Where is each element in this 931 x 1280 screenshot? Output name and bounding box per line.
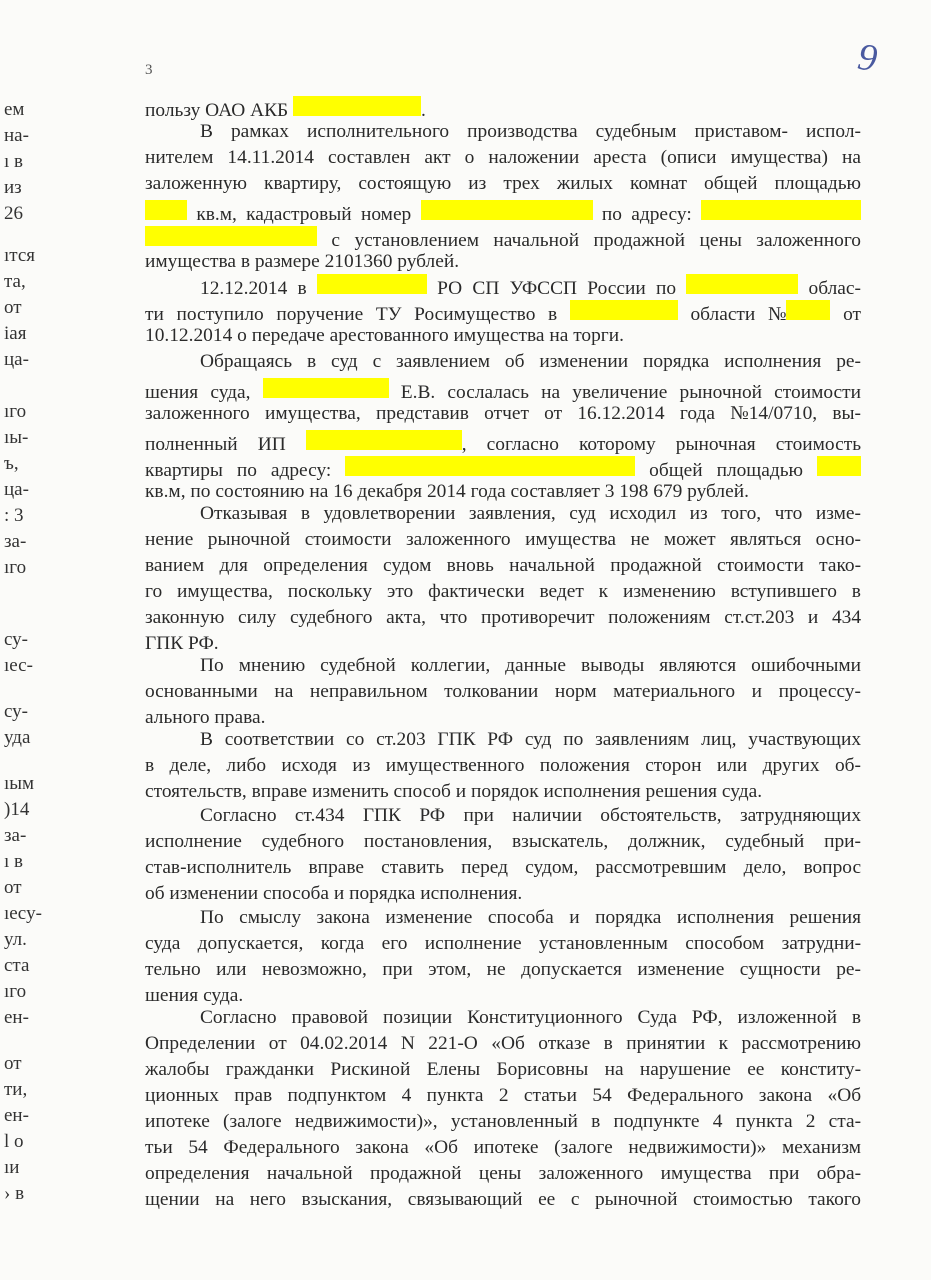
text-line: тьи 54 Федерального закона «Об ипотеке (залоге недвижимости)» механизм bbox=[145, 1137, 862, 1158]
redaction-highlight bbox=[145, 200, 187, 220]
margin-fragment: та, bbox=[4, 271, 26, 292]
text-line: В рамках исполнительного производства судебным приставом- испол- bbox=[200, 121, 861, 142]
text-line: заложенного имущества, представив отчет от 16.12.2014 года №14/0710, вы- bbox=[145, 403, 862, 424]
text-line: исполнение судебного постановления, взыскатель, должник, судебный при- bbox=[145, 831, 861, 852]
text-line: В соответствии со ст.203 ГПК РФ суд по заявлениям лиц, участвующих bbox=[200, 729, 862, 750]
text-line: жалобы гражданки Рискиной Елены Борисовны на нарушение ее конститу- bbox=[145, 1059, 862, 1080]
margin-fragment: от bbox=[4, 877, 22, 898]
margin-fragment: ца- bbox=[4, 349, 29, 370]
text-line: ционных прав подпунктом 4 пункта 2 статьи 54 Федерального закона «Об bbox=[145, 1085, 862, 1106]
margin-fragment: ıго bbox=[4, 557, 27, 578]
margin-fragment: ıес- bbox=[4, 655, 33, 676]
text-line: кв.м, по состоянию на 16 декабря 2014 года составляет 3 198 679 рублей. bbox=[145, 481, 749, 502]
handwritten-page-mark: 9 bbox=[855, 35, 880, 81]
text-line: с установлением начальной продажной цены заложенного bbox=[145, 226, 861, 250]
margin-fragment: за- bbox=[4, 825, 27, 846]
text-line: ального права. bbox=[145, 707, 266, 728]
margin-fragment: : 3 bbox=[4, 505, 24, 526]
margin-fragment: )14 bbox=[4, 799, 30, 820]
text-line: заложенную квартиру, состоящую из трех жилых комнат общей площадью bbox=[145, 173, 862, 194]
redaction-highlight bbox=[817, 456, 861, 476]
text-line: шения суда. bbox=[145, 985, 244, 1006]
text-line: Определении от 04.02.2014 N 221-О «Об отказе в принятии к рассмотрению bbox=[145, 1033, 861, 1054]
text-line: имущества в размере 2101360 рублей. bbox=[145, 251, 460, 272]
margin-fragment: ıго bbox=[4, 981, 27, 1002]
margin-fragment: ем bbox=[4, 99, 25, 120]
margin-fragment: су- bbox=[4, 629, 29, 650]
margin-fragment: ъ, bbox=[4, 453, 19, 474]
page-number: 3 bbox=[145, 62, 153, 78]
text-line: нителем 14.11.2014 составлен акт о наложении ареста (описи имущества) на bbox=[145, 147, 861, 168]
text-line: законную силу судебного акта, что противоречит положениям ст.ст.203 и 434 bbox=[145, 607, 862, 628]
redaction-highlight bbox=[701, 200, 861, 220]
text-line: в деле, либо исходя из имущественного положения сторон или других об- bbox=[145, 755, 861, 776]
margin-fragment: уда bbox=[4, 727, 31, 748]
margin-fragment: ı в bbox=[4, 151, 23, 172]
margin-fragment: от bbox=[4, 1053, 22, 1074]
text-line: 10.12.2014 о передаче арестованного имущества на торги. bbox=[145, 325, 624, 346]
margin-fragment: іая bbox=[4, 323, 27, 344]
redaction-highlight bbox=[317, 274, 427, 294]
redaction-highlight bbox=[263, 378, 389, 398]
text-line: ти поступило поручение ТУ Росимущество в области № от bbox=[145, 300, 861, 324]
margin-fragment: су- bbox=[4, 701, 29, 722]
redaction-highlight bbox=[570, 300, 678, 320]
margin-fragment: 26 bbox=[4, 203, 23, 224]
margin-fragment: от bbox=[4, 297, 22, 318]
text-line: определения начальной продажной цены заложенного имущества при обра- bbox=[145, 1163, 862, 1184]
redaction-highlight bbox=[306, 430, 462, 450]
redaction-highlight bbox=[293, 96, 421, 116]
margin-fragment: ıго bbox=[4, 401, 27, 422]
redaction-highlight bbox=[421, 200, 593, 220]
text-line: 12.12.2014 в РО СП УФССП России по облас- bbox=[200, 274, 861, 298]
text-line: основанными на неправильном толковании норм материального и процессу- bbox=[145, 681, 861, 702]
text-line: Согласно ст.434 ГПК РФ при наличии обстоятельств, затрудняющих bbox=[200, 805, 862, 826]
text-line: шения суда, Е.В. сослалась на увеличение рыночной стоимости bbox=[145, 378, 861, 402]
margin-fragment: из bbox=[4, 177, 22, 198]
margin-fragment: ен- bbox=[4, 1007, 29, 1028]
text-line: По смыслу закона изменение способа и порядка исполнения решения bbox=[200, 907, 861, 928]
text-line: кв.м, кадастровый номер по адресу: bbox=[145, 200, 861, 224]
text-line: ГПК РФ. bbox=[145, 633, 219, 654]
margin-fragment: ца- bbox=[4, 479, 29, 500]
margin-fragment: ста bbox=[4, 955, 30, 976]
margin-fragment: ıым bbox=[4, 773, 35, 794]
redaction-highlight bbox=[786, 300, 830, 320]
text-line: суда допускается, когда его исполнение установленным способом затрудни- bbox=[145, 933, 862, 954]
text-line: Обращаясь в суд с заявлением об изменении порядка исполнения ре- bbox=[200, 351, 861, 372]
text-line: тельно или невозможно, при этом, не допускается изменение сущности ре- bbox=[145, 959, 861, 980]
margin-fragment: на- bbox=[4, 125, 29, 146]
margin-fragment: ıтся bbox=[4, 245, 35, 266]
margin-fragment: ул. bbox=[4, 929, 27, 950]
margin-fragment: за- bbox=[4, 531, 27, 552]
text-line: нение рыночной стоимости заложенного имущества не может являться осно- bbox=[145, 529, 861, 550]
redaction-highlight bbox=[345, 456, 635, 476]
text-line: пользу ОАО АКБ . bbox=[145, 96, 861, 120]
margin-fragment: ı в bbox=[4, 851, 23, 872]
redaction-highlight bbox=[145, 226, 317, 246]
text-line: стоятельств, вправе изменить способ и порядок исполнения решения суда. bbox=[145, 781, 763, 802]
margin-fragment: ти, bbox=[4, 1079, 28, 1100]
redaction-highlight bbox=[686, 274, 798, 294]
text-line: об изменении способа и порядка исполнения. bbox=[145, 883, 523, 904]
text-line: квартиры по адресу: общей площадью bbox=[145, 456, 861, 480]
margin-fragment: › в bbox=[4, 1183, 25, 1204]
text-line: го имущества, поскольку это фактически ведет к изменению вступившего в bbox=[145, 581, 861, 602]
margin-fragment: ен- bbox=[4, 1105, 29, 1126]
text-line: По мнению судебной коллегии, данные выводы являются ошибочными bbox=[200, 655, 861, 676]
text-line: Согласно правовой позиции Конституционного Суда РФ, изложенной в bbox=[200, 1007, 862, 1028]
text-line: ипотеке (залоге недвижимости)», установленный в подпункте 4 пункта 2 ста- bbox=[145, 1111, 862, 1132]
text-line: став-исполнитель вправе ставить перед судом, рассмотревшим дело, вопрос bbox=[145, 857, 862, 878]
text-line: щении на него взыскания, связывающий ее с рыночной стоимостью такого bbox=[145, 1189, 861, 1210]
text-line: полненный ИП , согласно которому рыночная стоимость bbox=[145, 430, 861, 454]
text-line: ванием для определения судом вновь начальной продажной стоимости тако- bbox=[145, 555, 862, 576]
margin-fragment: l o bbox=[4, 1131, 24, 1152]
text-line: Отказывая в удовлетворении заявления, суд исходил из того, что изме- bbox=[200, 503, 861, 524]
margin-fragment: ıи bbox=[4, 1157, 20, 1178]
margin-fragment: ıеcy- bbox=[4, 903, 42, 924]
margin-fragment: ıы- bbox=[4, 427, 29, 448]
